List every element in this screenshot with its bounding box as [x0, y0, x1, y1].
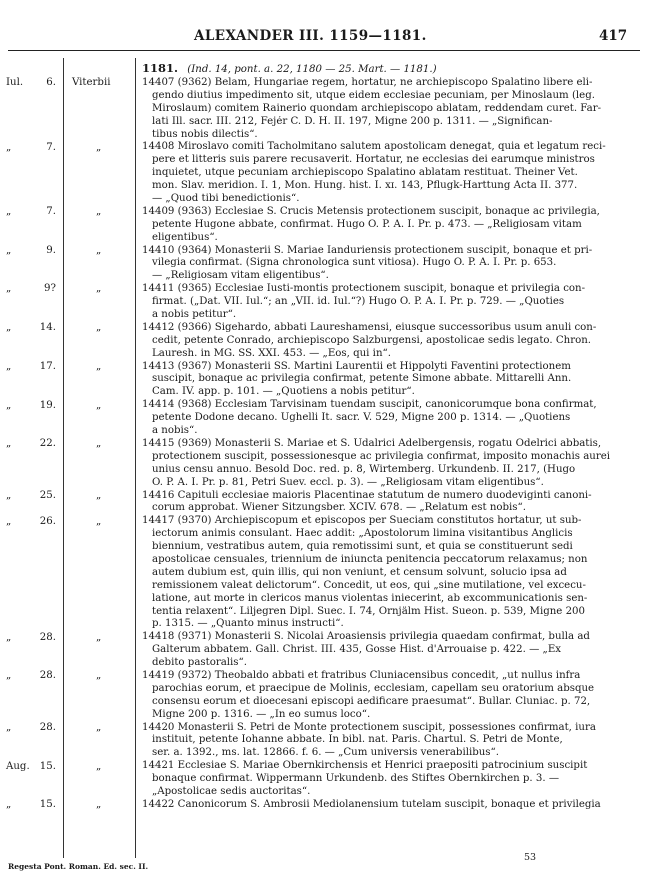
entry-day: 15.: [39, 799, 56, 811]
column-divider-place: [135, 58, 136, 858]
entry-line: O. P. A. I. Pr. p. 81, Petri Suev. eccl. p. 3). — „Religiosam vitam eligentibus“.: [152, 476, 544, 488]
entry-date: [6, 400, 56, 413]
entry-date: [6, 245, 56, 258]
entry-first-line: 14407 (9362) Belam, Hungariae regem, hortatur, ne archiepiscopo Spalatino libere eli-: [142, 77, 593, 88]
entry-line: inquietet, utque pecuniam archiepiscopo Spalatino ablatam restituat. Theiner Vet.: [152, 167, 578, 179]
entry-date: [6, 761, 56, 774]
entry-date: [6, 516, 56, 529]
entry-place: Viterbii: [72, 77, 111, 88]
regest-entry: [142, 322, 640, 361]
entry-first-line: 14418 (9371) Monasterii S. Nicolai Aroasiensis privilegia quaedam confirmat, bulla ad: [142, 631, 590, 643]
entry-line: gendo diutius impedimento sit, utque eidem ecclesiae pecuniam, per Minoslaum (leg.: [152, 89, 595, 101]
entry-line: Galterum abbatem. Gall. Christ. III. 435, Gosse Hist. d'Arrouaise p. 422. — „Ex: [152, 644, 562, 656]
entry-day: 7.: [46, 206, 56, 217]
regest-entry: [142, 206, 640, 245]
entry-place: „: [96, 244, 102, 256]
entry-place: „: [96, 489, 102, 501]
entry-line: protectionem suscipit, possessionesque ac privilegia confirmat, imposito monachis aurei: [152, 450, 610, 462]
entry-line: — „Religiosam vitam eligentibus“.: [152, 270, 329, 282]
entry-line: biennium, vestratibus autem, quia remotissimi sunt, et quia se constituerunt sedi: [152, 541, 573, 553]
entry-line: tentia relaxent“. Liljegren Dipl. Suec. I. 74, Örnjälm Hist. Sueon. p. 539, Migne 200: [152, 605, 586, 617]
entry-month: „: [6, 515, 12, 527]
regest-entry: [142, 670, 640, 722]
regest-entry: [142, 760, 640, 799]
entry-line: mon. Slav. meridion. I. 1, Mon. Hung. hist. I. xɪ. 143, Pflugk-Harttung Acta II. 377.: [152, 180, 578, 192]
entry-month: „: [6, 283, 12, 295]
entry-line: Miroslaum) comitem Rainerio quondam archiepiscopo ablatam, reddendam curet. Far-: [152, 102, 602, 114]
entry-line: p. 1315. — „Quanto minus instructi“.: [152, 618, 344, 630]
regest-entry: [142, 361, 640, 400]
entry-day: 17.: [39, 360, 56, 372]
entry-line: cedit, petente Conrado, archiepiscopo Salzburgensi, apostolicae sedis legato. Chron.: [152, 334, 592, 346]
entry-line: remissionem valeat delictorum“. Concedit, ut eos, qui „sine mutilatione, vel excecu-: [152, 579, 586, 591]
entry-month: „: [6, 631, 12, 643]
regest-entry: [142, 77, 640, 141]
entry-date: [6, 490, 56, 503]
year-heading: [142, 62, 640, 75]
entry-first-line: 14420 Monasterii S. Petri de Monte protectionem suscipit, possessiones confirmat, iura: [142, 721, 596, 733]
entry-month: „: [6, 438, 12, 450]
regest-entry: [142, 515, 640, 631]
entry-date: [6, 206, 56, 219]
entry-place: „: [96, 760, 102, 772]
entry-place: „: [96, 438, 102, 450]
entry-month: „: [6, 141, 12, 153]
entry-date: [6, 142, 56, 155]
signature-mark: 53: [524, 852, 537, 863]
entry-line: suscipit, bonaque ac privilegia confirmat, petente Simone abbate. Mittarelli Ann.: [152, 373, 572, 385]
entry-date: [6, 77, 56, 90]
regest-entry: [142, 799, 640, 812]
entry-first-line: 14422 Canonicorum S. Ambrosii Mediolanensium tutelam suscipit, bonaque et privilegia: [142, 798, 601, 810]
entry-first-line: 14419 (9372) Theobaldo abbati et fratribus Cluniacensibus concedit, „ut nullus infra: [142, 669, 581, 681]
entry-line: tibus nobis dilectis“.: [152, 128, 258, 140]
entry-line: unius censu annuo. Besold Doc. red. p. 8, Wirtemberg. Urkundenb. II. 217, (Hugo: [152, 463, 576, 475]
entry-month: „: [6, 489, 12, 501]
regest-entry: [142, 722, 640, 761]
entry-line: a nobis“.: [152, 425, 198, 437]
entry-line: apostolicae censuales, triennium de iniuncta penitencia peccatorum relaxamus; non: [152, 553, 588, 565]
header-rule: [8, 50, 640, 51]
entry-day: 6.: [46, 77, 56, 88]
entry-place: „: [96, 322, 102, 334]
entry-month: Aug.: [6, 760, 30, 772]
entry-day: 28.: [39, 670, 56, 682]
entry-line: autem dubium est, quin illis, qui non veniunt, et censum solvunt, solucio ipsa ad: [152, 566, 567, 578]
year-info: (Ind. 14, pont. a. 22, 1180 — 25. Mart. — 1181.): [187, 64, 437, 75]
page-number: 417: [599, 28, 628, 44]
entry-line: Migne 200 p. 1316. — „In eo sumus loco“.: [152, 708, 371, 720]
entry-date: [6, 361, 56, 374]
entry-first-line: 14411 (9365) Ecclesiae Iusti-montis protectionem suscipit, bonaque et privilegia con-: [142, 283, 586, 295]
regesta-text-column: [142, 62, 640, 812]
entry-month: „: [6, 360, 12, 372]
entry-month: „: [6, 799, 12, 811]
regest-entry: [142, 438, 640, 490]
entry-day: 26.: [39, 515, 56, 527]
entry-day: 9.: [46, 244, 56, 256]
regest-entry: [142, 245, 640, 284]
regest-entry: [142, 283, 640, 322]
regest-entry: [142, 631, 640, 670]
entry-line: — „Quod tibi benedictionis“.: [152, 193, 300, 205]
entry-month: „: [6, 399, 12, 411]
entry-line: lati Ill. sacr. III. 212, Fejér C. D. H. II. 197, Migne 200 p. 1311. — „Significan-: [152, 115, 553, 127]
entry-line: petente Dodone decano. Ughelli It. sacr. V. 529, Migne 200 p. 1314. — „Quotiens: [152, 412, 571, 424]
entry-line: corum approbat. Wiener Sitzungsber. XCIV. 678. — „Relatum est nobis“.: [152, 502, 526, 514]
entry-date: [6, 722, 56, 735]
entry-first-line: 14409 (9363) Ecclesiae S. Crucis Metensis protectionem suscipit, bonaque ac privilegia,: [142, 205, 600, 217]
entry-line: Cam. IV. app. p. 101. — „Quotiens a nobis petitur“.: [152, 386, 415, 398]
regest-entry: [142, 399, 640, 438]
entry-first-line: 14410 (9364) Monasterii S. Mariae Ianduriensis protectionem suscipit, bonaque et pri-: [142, 244, 593, 256]
entry-place: „: [96, 141, 102, 153]
entry-day: 25.: [39, 489, 56, 501]
entry-line: petente Hugone abbate, confirmat. Hugo O. P. A. I. Pr. p. 473. — „Religiosam vitam: [152, 218, 582, 230]
entry-first-line: 14415 (9369) Monasterii S. Mariae et S. Udalrici Adelbergensis, rogatu Odelrici abbatis,: [142, 437, 602, 449]
regest-entry: [142, 141, 640, 205]
entry-month: „: [6, 244, 12, 256]
regest-entry: [142, 490, 640, 516]
entry-month: „: [6, 670, 12, 682]
entry-month: „: [6, 322, 12, 334]
entry-line: eligentibus“.: [152, 231, 218, 243]
entry-line: iectorum animis consulant. Haec addit: „Apostolorum limina visitantibus Anglicis: [152, 528, 573, 540]
entry-date: [6, 799, 56, 812]
column-divider-date: [63, 58, 64, 858]
entry-first-line: 14412 (9366) Sigehardo, abbati Laureshamensi, eiusque successoribus usum anuli con-: [142, 321, 597, 333]
entry-place: „: [96, 722, 102, 733]
entry-line: Lauresh. in MG. SS. XXI. 453. — „Eos, qui in“.: [152, 347, 391, 359]
entry-line: vilegia confirmat. (Signa chronologica sunt vitiosa). Hugo O. P. A. I. Pr. p. 653.: [152, 257, 557, 269]
running-header: [0, 24, 650, 46]
entry-month: „: [6, 722, 12, 733]
entry-date: [6, 632, 56, 645]
entry-day: 28.: [39, 631, 56, 643]
entry-place: „: [96, 670, 102, 682]
footer-imprint: Regesta Pont. Roman. Ed. sec. II.: [8, 862, 149, 871]
entry-first-line: 14408 Miroslavo comiti Tacholmitano salutem apostolicam denegat, quia et legatum reci-: [142, 141, 606, 153]
entry-day: 28.: [39, 722, 56, 733]
entries-list: [142, 77, 640, 812]
entry-date: [6, 670, 56, 683]
running-title: ALEXANDER III. 1159—1181.: [194, 28, 427, 44]
entry-line: firmat. („Dat. VII. Iul.“; an „VII. id. Iul.“?) Hugo O. P. A. I. Pr. p. 729. — „Quoties: [152, 296, 565, 308]
entry-month: „: [6, 206, 12, 217]
entry-line: „Apostolicae sedis auctoritas“.: [152, 785, 311, 797]
entry-first-line: 14413 (9367) Monasterii SS. Martini Laurentii et Hippolyti Faventini protectionem: [142, 360, 571, 372]
entry-line: debito pastoralis“.: [152, 657, 247, 669]
entry-day: 15.: [39, 760, 56, 772]
entry-day: 14.: [39, 322, 56, 334]
entry-line: pere et litteris suis parere recusaverit. Hortatur, ne ecclesias dei earumque ministros: [152, 154, 595, 166]
entry-day: 9?: [44, 283, 56, 295]
entry-line: bonaque confirmat. Wippermann Urkundenb. des Stiftes Obernkirchen p. 3. —: [152, 773, 560, 785]
entry-date: [6, 283, 56, 296]
entry-first-line: 14414 (9368) Ecclesiam Tarvisinam tuendam suscipit, canonicorumque bona confirmat,: [142, 399, 597, 411]
entry-line: parochias eorum, et praecipue de Molinis, ecclesiam, capellam seu oratorium absque: [152, 682, 595, 694]
entry-day: 19.: [39, 399, 56, 411]
entry-line: consensu eorum et dioecesani episcopi aedificare praesumat“. Bullar. Cluniac. p. 72,: [152, 695, 591, 707]
entry-first-line: 14417 (9370) Archiepiscopum et episcopos per Sueciam constitutos hortatur, ut sub-: [142, 515, 582, 527]
entry-month: Iul.: [6, 77, 24, 88]
year-number: 1181.: [142, 61, 179, 75]
entry-place: „: [96, 799, 102, 811]
entry-place: „: [96, 515, 102, 527]
entry-line: ser. a. 1392., ms. lat. 12866. f. 6. — „Cum universis venerabilibus“.: [152, 747, 499, 759]
entry-day: 22.: [39, 438, 56, 450]
entry-date: [6, 322, 56, 335]
entry-place: „: [96, 206, 102, 217]
entry-first-line: 14421 Ecclesiae S. Mariae Obernkirchensis et Henrici praepositi patrocinium suscipit: [142, 760, 588, 772]
entry-first-line: 14416 Capituli ecclesiae maioris Placentinae statutum de numero duodeviginti canoni-: [142, 489, 592, 501]
entry-day: 7.: [46, 141, 56, 153]
entry-place: „: [96, 283, 102, 295]
entry-line: latione, aut morte in clericos manus violentas iniecerint, ab excommunicationis sen-: [152, 592, 588, 604]
entry-line: a nobis petitur“.: [152, 309, 237, 321]
entry-place: „: [96, 631, 102, 643]
entry-line: instituit, petente Iohanne abbate. In bibl. nat. Paris. Chartul. S. Petri de Monte,: [152, 734, 563, 746]
entry-place: „: [96, 360, 102, 372]
entry-place: „: [96, 399, 102, 411]
entry-date: [6, 438, 56, 451]
